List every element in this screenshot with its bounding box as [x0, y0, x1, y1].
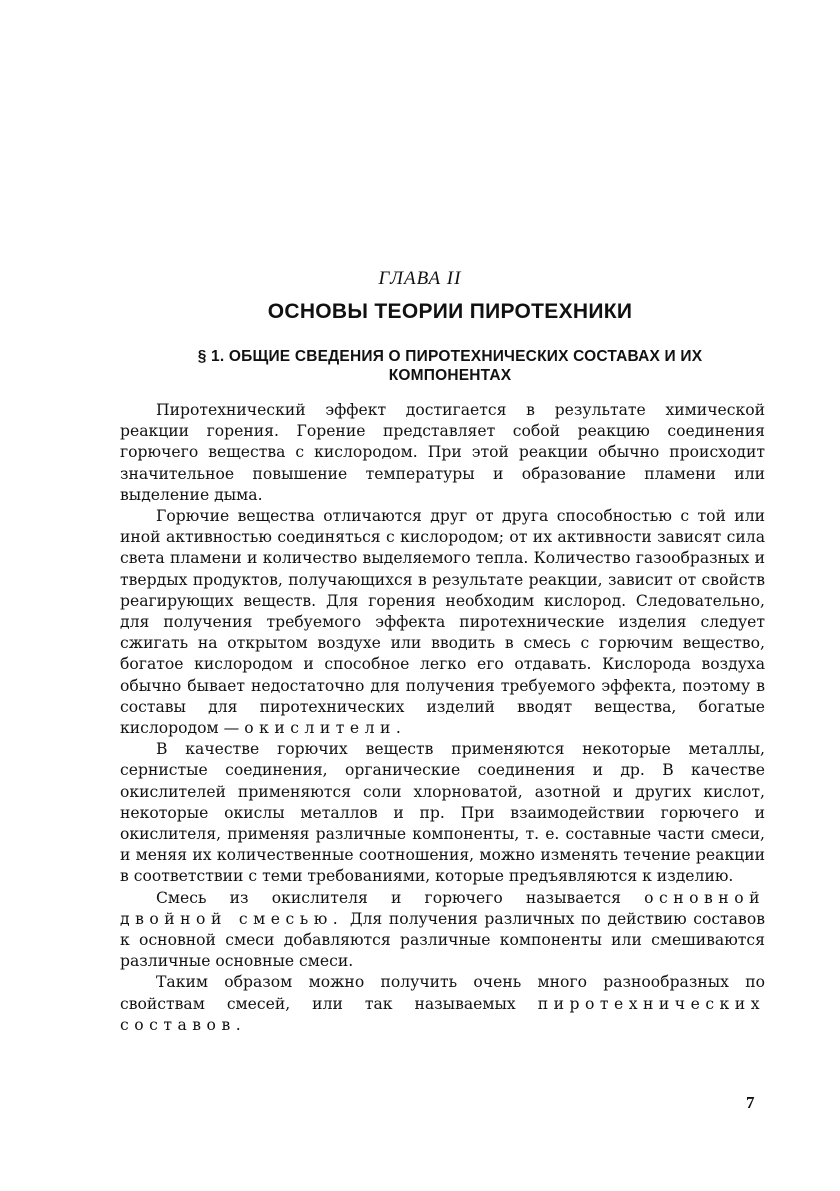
chapter-label: ГЛАВА II	[378, 268, 462, 289]
paragraph-2	[120, 506, 765, 739]
paragraph-1: Пиротехнический эффект достигается в результате химической реакции горения. Горение представляет собой реакцию соединения горючего вещества с кислородом. При этой реакции обычно происходит значительное повышение температуры и образование пламени или выделение дыма.	[120, 401, 765, 504]
section-title-line-2: КОМПОНЕНТАХ	[388, 367, 512, 384]
paragraph-3: В качестве горючих веществ применяются некоторые металлы, сернистые соединения, органические соединения и др. В качестве окислителей применяются соли хлорноватой, азотной и других кислот, некоторые окислы металлов и пр. При взаимодействии горючего и окислителя, применяя различные компоненты, т. е. составные части смеси, и меняя их количественные соотношения, можно изменять течение реакции в соответствии с теми требованиями, которые предъявляются к изделию.	[120, 740, 765, 886]
spaced-term-pyro-compositions: пиротехнических составов.	[120, 994, 765, 1034]
paragraph-2-text: Горючие вещества отличаются друг от друга способностью с той или иной активностью соединяться с кислородом; от их активности зависят сила света пламени и количество выделяемого тепла. Количество газообразных и твердых продуктов, получающихся в результате реакции, зависит от свойств реагирующих веществ. Для горения необходим кислород. Следовательно, для получения требуемого эффекта пиротехнические изделия следует сжигать на открытом воздухе или вводить в смесь с горючим вещество, богатое кислородом и способное легко его отдавать. Кислорода воздуха обычно бывает недостаточно для получения требуемого эффекта, поэтому в составы для пиротехнических изделий вводят вещества, богатые кислородом —	[120, 507, 765, 738]
section-title-line-1: § 1. ОБЩИЕ СВЕДЕНИЯ О ПИРОТЕХНИЧЕСКИХ СОСТАВАХ И ИХ	[197, 348, 703, 365]
paragraph-5	[120, 972, 765, 1036]
paragraph-4-text-b: Для получения различных по действию составов к основной смеси добавляются различные компоненты или смешиваются различные основные смеси.	[120, 909, 765, 971]
spaced-term-oxidizers: окислители.	[244, 719, 407, 738]
section-title	[145, 347, 755, 385]
body-text	[120, 400, 765, 1036]
page-number: 7	[746, 1093, 755, 1112]
paragraph-5-text: Таким образом можно получить очень много разнообразных по свойствам смесей, или так называемых	[120, 973, 765, 1013]
paragraph-4-text-a: Смесь из окислителя и горючего называется	[156, 888, 621, 907]
spaced-term-basic-mixture: основной двойной смесью.	[120, 888, 765, 928]
paragraph-4	[120, 888, 765, 973]
chapter-title: ОСНОВЫ ТЕОРИИ ПИРОТЕХНИКИ	[267, 300, 633, 323]
